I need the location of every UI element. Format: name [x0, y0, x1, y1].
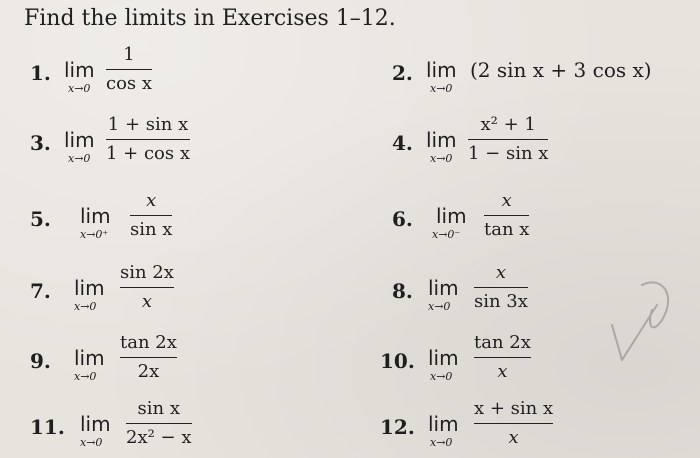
limit-operator: lim: [80, 204, 111, 228]
fraction: [474, 262, 528, 313]
limit-subscript: x→0: [80, 436, 103, 449]
numerator: tan 2x: [120, 332, 177, 353]
fraction-bar: [106, 139, 190, 140]
fraction: [120, 332, 177, 383]
limit-subscript: x→0: [74, 300, 97, 313]
numerator: x: [495, 262, 507, 283]
denominator: 1 + cos x: [106, 143, 191, 164]
denominator: 2x: [137, 361, 160, 382]
fraction: [468, 114, 548, 165]
fraction-bar: [474, 423, 553, 424]
fraction: [474, 398, 553, 449]
exercise-number: 6.: [392, 207, 413, 231]
exercise-11: [30, 398, 360, 458]
limit-subscript: x→0⁻: [432, 228, 461, 241]
fraction: [106, 114, 190, 165]
denominator: x: [497, 361, 508, 382]
limit-subscript: x→0: [430, 436, 453, 449]
denominator: sin x: [130, 219, 173, 240]
limit-expression: (2 sin x + 3 cos x): [470, 58, 652, 82]
limit-subscript: x→0: [430, 82, 453, 95]
exercise-12: [380, 398, 700, 458]
exercise-number: 12.: [380, 415, 415, 439]
fraction: [130, 190, 172, 241]
numerator: tan 2x: [474, 332, 531, 353]
limit-operator: lim: [74, 346, 105, 370]
exercise-number: 2.: [392, 61, 413, 85]
numerator: x: [501, 190, 512, 211]
exercise-9: [30, 332, 360, 394]
fraction-bar: [484, 215, 529, 216]
exercise-1: [30, 44, 360, 106]
denominator: 2x² − x: [126, 427, 192, 448]
fraction-bar: [474, 287, 528, 288]
exercise-4: [392, 114, 700, 176]
limit-operator: lim: [428, 412, 459, 436]
fraction-bar: [126, 423, 192, 424]
exercise-number: 4.: [392, 131, 413, 155]
denominator: 1 − sin x: [468, 143, 549, 164]
denominator: x: [141, 291, 153, 312]
limit-operator: lim: [428, 346, 459, 370]
exercise-number: 3.: [30, 131, 51, 155]
limit-subscript: x→0: [74, 370, 97, 383]
numerator: sin 2x: [120, 262, 174, 283]
pencil-scribble-icon: [602, 265, 682, 365]
limit-operator: lim: [426, 128, 457, 152]
denominator: x: [508, 427, 519, 448]
limit-operator: lim: [64, 58, 95, 82]
numerator: 1: [123, 44, 135, 65]
fraction-bar: [120, 287, 174, 288]
exercise-heading: Find the limits in Exercises 1–12.: [24, 6, 396, 31]
numerator: x² + 1: [480, 114, 536, 135]
fraction-bar: [120, 357, 177, 358]
limit-operator: lim: [64, 128, 95, 152]
limit-operator: lim: [436, 204, 467, 228]
exercise-number: 9.: [30, 349, 51, 373]
denominator: cos x: [106, 73, 153, 94]
exercise-number: 10.: [380, 349, 415, 373]
limit-subscript: x→0: [430, 370, 453, 383]
limit-operator: lim: [74, 276, 105, 300]
limit-subscript: x→0: [428, 300, 451, 313]
exercise-6: [392, 190, 700, 252]
numerator: sin x: [137, 398, 180, 419]
fraction: [126, 398, 192, 449]
limit-operator: lim: [80, 412, 111, 436]
exercise-number: 1.: [30, 61, 51, 85]
limit-operator: lim: [428, 276, 459, 300]
denominator: sin 3x: [474, 291, 528, 312]
fraction: [474, 332, 531, 383]
exercise-number: 11.: [30, 415, 65, 439]
exercise-number: 5.: [30, 207, 51, 231]
limit-subscript: x→0⁺: [80, 228, 109, 241]
exercise-number: 8.: [392, 279, 413, 303]
fraction-bar: [468, 139, 548, 140]
denominator: tan x: [484, 219, 530, 240]
numerator: 1 + sin x: [107, 114, 189, 135]
limit-subscript: x→0: [430, 152, 453, 165]
fraction-bar: [130, 215, 172, 216]
fraction: [106, 44, 152, 95]
numerator: x + sin x: [474, 398, 554, 419]
fraction-bar: [106, 69, 152, 70]
numerator: x: [146, 190, 157, 211]
fraction: [484, 190, 529, 241]
limit-subscript: x→0: [68, 152, 91, 165]
exercise-2: [392, 44, 692, 106]
exercise-5: [30, 190, 360, 252]
fraction-bar: [474, 357, 531, 358]
exercise-7: [30, 262, 360, 324]
exercise-3: [30, 114, 360, 176]
fraction: [120, 262, 174, 313]
limit-operator: lim: [426, 58, 457, 82]
exercise-number: 7.: [30, 279, 51, 303]
limit-subscript: x→0: [68, 82, 91, 95]
